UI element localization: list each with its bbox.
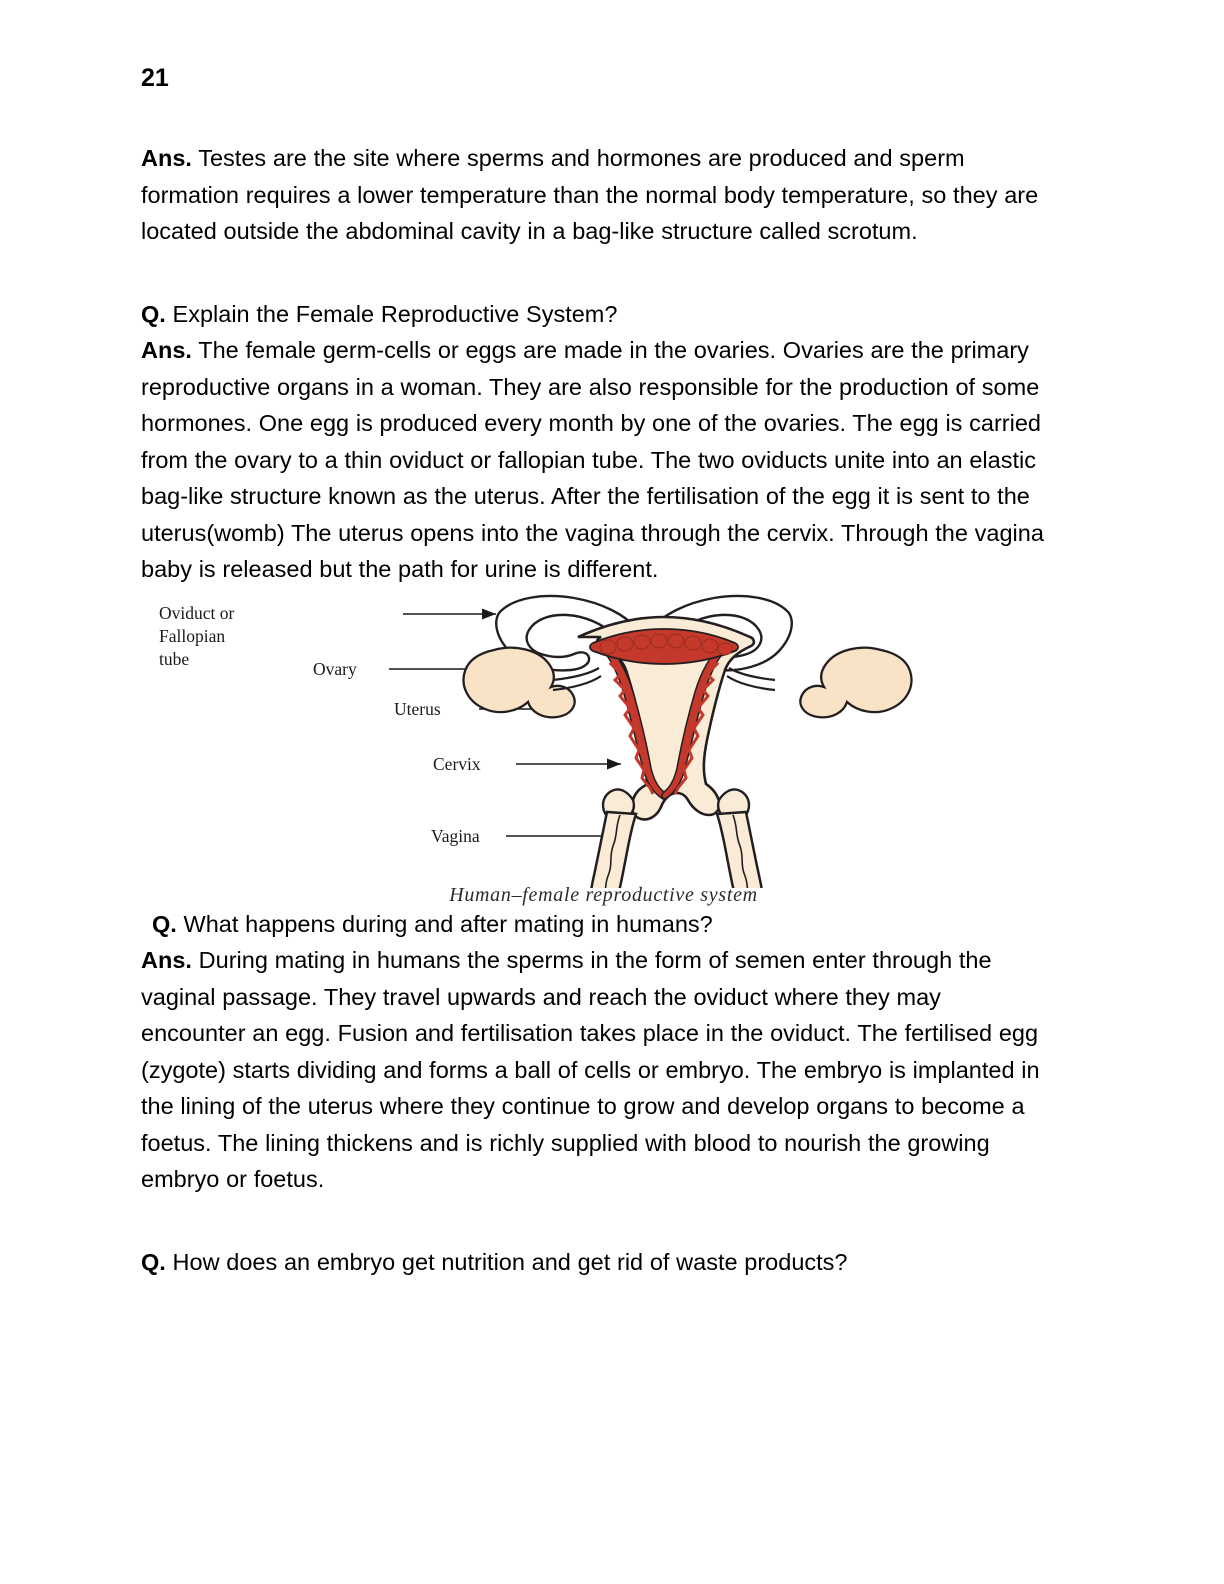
vagina-right-wall [717,812,762,888]
vagina-left-wall [591,812,636,888]
question-label: Q. [152,910,177,937]
answer-label: Ans. [141,337,192,363]
question-mating-paragraph [141,906,1066,943]
question-embryo-nutrition-text: How does an embryo get nutrition and get rid of waste products? [165,1248,848,1275]
question-female-system-text: Explain the Female Reproductive System? [165,300,618,327]
paragraph-spacer [141,1198,1066,1244]
label-uterus: Uterus [394,698,441,719]
figure-caption: Human–female reproductive system [449,883,758,906]
document-content [141,140,1066,1280]
label-cervix: Cervix [433,753,481,774]
label-ovary: Ovary [313,658,357,679]
label-oviduct-line1: Oviduct or [159,602,235,623]
anatomy-group [464,595,912,887]
figure-human-female-reproductive-system [141,588,1066,906]
paragraph-spacer [141,250,1066,296]
answer-female-system-paragraph [141,332,1066,588]
answer-testes-text: Testes are the site where sperms and hormones are produced and sperm formation requires a lower temperature than the normal body temperature, so they are located outside the abdominal cavity in a bag-like structure called scrotum. [141,145,1039,244]
answer-female-system-text: The female germ-cells or eggs are made in the ovaries. Ovaries are the primary reproductive organs in a woman. They are also responsible for the production of some hormones. One egg is produced every month by one of the ovaries. The egg is carried from the ovary to a thin oviduct or fallopian tube. The two oviducts unite into an elastic bag-like structure known as the uterus. After the fertilisation of the egg it is sent to the uterus(womb) The uterus opens into the vagina through the cervix. Through the vagina baby is released but the path for urine is different. [141,337,1044,582]
reproductive-system-diagram [141,588,1066,888]
question-female-system-paragraph [141,296,1066,333]
question-label: Q. [141,300,166,327]
label-oviduct-line3: tube [159,648,190,669]
answer-mating-paragraph-1 [141,942,1066,1015]
label-vagina: Vagina [431,825,480,846]
answer-mating-text-1: During mating in humans the sperms in the form of semen enter through the vaginal passage. They travel upwards and reach the oviduct where they may [141,947,992,1010]
question-embryo-nutrition-paragraph [141,1244,1066,1281]
question-mating-text: What happens during and after mating in humans? [176,910,713,937]
page-number: 21 [141,64,169,92]
question-label: Q. [141,1248,166,1275]
answer-label: Ans. [141,145,192,171]
answer-mating-paragraph-2: encounter an egg. Fusion and fertilisation takes place in the oviduct. The fertilised egg (zygote) starts dividing and forms a ball of cells or embryo. The embryo is implanted in the lining of the uterus where they continue to grow and develop organs to become a foetus. The lining thickens and is richly supplied with blood to nourish the growing embryo or foetus. [141,1020,1040,1192]
answer-testes-paragraph [141,140,1066,250]
answer-label: Ans. [141,947,192,973]
right-ovary [800,647,911,717]
label-oviduct-line2: Fallopian [159,625,226,646]
